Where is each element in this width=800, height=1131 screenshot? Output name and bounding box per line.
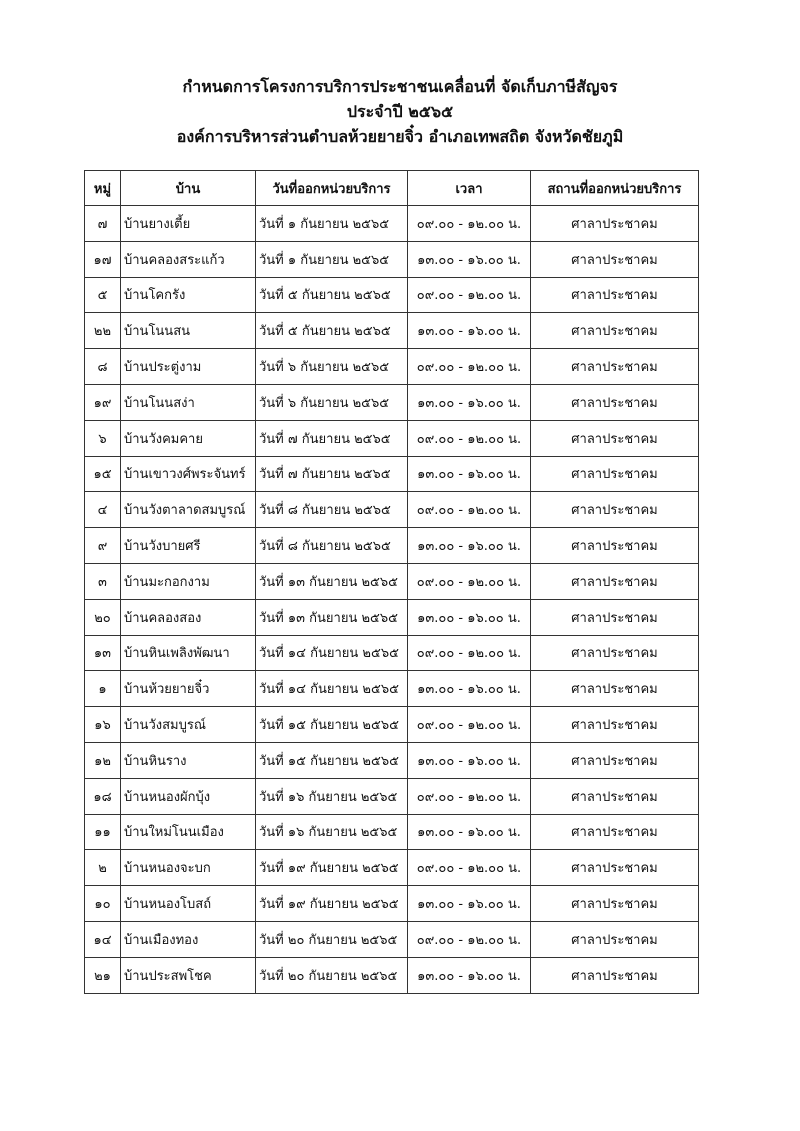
table-row bbox=[85, 456, 699, 492]
village-cell: บ้านคลองสระแก้ว bbox=[121, 241, 256, 277]
place-cell: ศาลาประชาคม bbox=[531, 921, 699, 957]
moo-cell: ๑๘ bbox=[85, 778, 121, 814]
village-cell: บ้านโคกรัง bbox=[121, 277, 256, 313]
table-row bbox=[85, 742, 699, 778]
place-cell: ศาลาประชาคม bbox=[531, 599, 699, 635]
moo-cell: ๒๐ bbox=[85, 599, 121, 635]
schedule-body bbox=[85, 206, 699, 994]
table-row bbox=[85, 957, 699, 993]
header-village: บ้าน bbox=[121, 171, 256, 206]
table-header-row bbox=[85, 171, 699, 206]
moo-cell: ๕ bbox=[85, 277, 121, 313]
moo-cell: ๑๑ bbox=[85, 814, 121, 850]
date-cell: วันที่ ๕ กันยายน ๒๕๖๕ bbox=[256, 313, 408, 349]
village-cell: บ้านโนนสง่า bbox=[121, 384, 256, 420]
table-row bbox=[85, 886, 699, 922]
table-row bbox=[85, 814, 699, 850]
date-cell: วันที่ ๕ กันยายน ๒๕๖๕ bbox=[256, 277, 408, 313]
date-cell: วันที่ ๑๓ กันยายน ๒๕๖๕ bbox=[256, 599, 408, 635]
place-cell: ศาลาประชาคม bbox=[531, 635, 699, 671]
place-cell: ศาลาประชาคม bbox=[531, 241, 699, 277]
date-cell: วันที่ ๘ กันยายน ๒๕๖๕ bbox=[256, 492, 408, 528]
time-cell: ๐๙.๐๐ - ๑๒.๐๐ น. bbox=[408, 921, 531, 957]
place-cell: ศาลาประชาคม bbox=[531, 957, 699, 993]
place-cell: ศาลาประชาคม bbox=[531, 814, 699, 850]
place-cell: ศาลาประชาคม bbox=[531, 277, 699, 313]
place-cell: ศาลาประชาคม bbox=[531, 886, 699, 922]
moo-cell: ๙ bbox=[85, 528, 121, 564]
date-cell: วันที่ ๑๕ กันยายน ๒๕๖๕ bbox=[256, 742, 408, 778]
village-cell: บ้านเมืองทอง bbox=[121, 921, 256, 957]
table-row bbox=[85, 349, 699, 385]
village-cell: บ้านยางเตี้ย bbox=[121, 206, 256, 242]
time-cell: ๑๓.๐๐ - ๑๖.๐๐ น. bbox=[408, 957, 531, 993]
place-cell: ศาลาประชาคม bbox=[531, 349, 699, 385]
moo-cell: ๑๙ bbox=[85, 384, 121, 420]
village-cell: บ้านประตู่งาม bbox=[121, 349, 256, 385]
place-cell: ศาลาประชาคม bbox=[531, 528, 699, 564]
time-cell: ๑๓.๐๐ - ๑๖.๐๐ น. bbox=[408, 528, 531, 564]
table-row bbox=[85, 528, 699, 564]
village-cell: บ้านหนองผักบุ้ง bbox=[121, 778, 256, 814]
table-row bbox=[85, 850, 699, 886]
place-cell: ศาลาประชาคม bbox=[531, 456, 699, 492]
village-cell: บ้านหนองโบสถ์ bbox=[121, 886, 256, 922]
place-cell: ศาลาประชาคม bbox=[531, 850, 699, 886]
time-cell: ๐๙.๐๐ - ๑๒.๐๐ น. bbox=[408, 492, 531, 528]
date-cell: วันที่ ๑๖ กันยายน ๒๕๖๕ bbox=[256, 814, 408, 850]
place-cell: ศาลาประชาคม bbox=[531, 384, 699, 420]
date-cell: วันที่ ๒๐ กันยายน ๒๕๖๕ bbox=[256, 957, 408, 993]
time-cell: ๑๓.๐๐ - ๑๖.๐๐ น. bbox=[408, 456, 531, 492]
time-cell: ๐๙.๐๐ - ๑๒.๐๐ น. bbox=[408, 349, 531, 385]
time-cell: ๑๓.๐๐ - ๑๖.๐๐ น. bbox=[408, 886, 531, 922]
moo-cell: ๑๕ bbox=[85, 456, 121, 492]
village-cell: บ้านวังคมคาย bbox=[121, 420, 256, 456]
place-cell: ศาลาประชาคม bbox=[531, 563, 699, 599]
village-cell: บ้านหินราง bbox=[121, 742, 256, 778]
date-cell: วันที่ ๑ กันยายน ๒๕๖๕ bbox=[256, 241, 408, 277]
place-cell: ศาลาประชาคม bbox=[531, 492, 699, 528]
place-cell: ศาลาประชาคม bbox=[531, 742, 699, 778]
place-cell: ศาลาประชาคม bbox=[531, 420, 699, 456]
moo-cell: ๖ bbox=[85, 420, 121, 456]
moo-cell: ๔ bbox=[85, 492, 121, 528]
table-row bbox=[85, 420, 699, 456]
table-row bbox=[85, 778, 699, 814]
header-place: สถานที่ออกหน่วยบริการ bbox=[531, 171, 699, 206]
village-cell: บ้านใหม่โนนเมือง bbox=[121, 814, 256, 850]
time-cell: ๑๓.๐๐ - ๑๖.๐๐ น. bbox=[408, 241, 531, 277]
village-cell: บ้านวังตาลาดสมบูรณ์ bbox=[121, 492, 256, 528]
date-cell: วันที่ ๑๔ กันยายน ๒๕๖๕ bbox=[256, 635, 408, 671]
date-cell: วันที่ ๑๙ กันยายน ๒๕๖๕ bbox=[256, 850, 408, 886]
date-cell: วันที่ ๗ กันยายน ๒๕๖๕ bbox=[256, 456, 408, 492]
header-date: วันที่ออกหน่วยบริการ bbox=[256, 171, 408, 206]
time-cell: ๑๓.๐๐ - ๑๖.๐๐ น. bbox=[408, 742, 531, 778]
village-cell: บ้านโนนสน bbox=[121, 313, 256, 349]
moo-cell: ๑๓ bbox=[85, 635, 121, 671]
date-cell: วันที่ ๒๐ กันยายน ๒๕๖๕ bbox=[256, 921, 408, 957]
time-cell: ๐๙.๐๐ - ๑๒.๐๐ น. bbox=[408, 277, 531, 313]
village-cell: บ้านประสพโชค bbox=[121, 957, 256, 993]
table-row bbox=[85, 921, 699, 957]
table-row bbox=[85, 241, 699, 277]
schedule-table bbox=[84, 170, 699, 994]
header-time: เวลา bbox=[408, 171, 531, 206]
organization-line: องค์การบริหารส่วนตำบลห้วยยายจิ๋ว อำเภอเทพสถิต จังหวัดชัยภูมิ bbox=[176, 127, 624, 146]
moo-cell: ๑๐ bbox=[85, 886, 121, 922]
time-cell: ๑๓.๐๐ - ๑๖.๐๐ น. bbox=[408, 313, 531, 349]
moo-cell: ๗ bbox=[85, 206, 121, 242]
date-cell: วันที่ ๖ กันยายน ๒๕๖๕ bbox=[256, 349, 408, 385]
date-cell: วันที่ ๑๙ กันยายน ๒๕๖๕ bbox=[256, 886, 408, 922]
table-row bbox=[85, 384, 699, 420]
time-cell: ๐๙.๐๐ - ๑๒.๐๐ น. bbox=[408, 420, 531, 456]
date-cell: วันที่ ๘ กันยายน ๒๕๖๕ bbox=[256, 528, 408, 564]
header-moo: หมู่ bbox=[85, 171, 121, 206]
date-cell: วันที่ ๑๔ กันยายน ๒๕๖๕ bbox=[256, 671, 408, 707]
time-cell: ๐๙.๐๐ - ๑๒.๐๐ น. bbox=[408, 707, 531, 743]
document-header bbox=[0, 74, 800, 149]
date-cell: วันที่ ๑ กันยายน ๒๕๖๕ bbox=[256, 206, 408, 242]
fiscal-year: ประจำปี ๒๕๖๕ bbox=[346, 102, 454, 121]
table-row bbox=[85, 492, 699, 528]
place-cell: ศาลาประชาคม bbox=[531, 206, 699, 242]
moo-cell: ๑ bbox=[85, 671, 121, 707]
table-row bbox=[85, 277, 699, 313]
time-cell: ๐๙.๐๐ - ๑๒.๐๐ น. bbox=[408, 778, 531, 814]
moo-cell: ๑๗ bbox=[85, 241, 121, 277]
time-cell: ๑๓.๐๐ - ๑๖.๐๐ น. bbox=[408, 671, 531, 707]
time-cell: ๐๙.๐๐ - ๑๒.๐๐ น. bbox=[408, 635, 531, 671]
table-row bbox=[85, 563, 699, 599]
moo-cell: ๓ bbox=[85, 563, 121, 599]
village-cell: บ้านหนองจะบก bbox=[121, 850, 256, 886]
table-row bbox=[85, 635, 699, 671]
table-row bbox=[85, 671, 699, 707]
moo-cell: ๒ bbox=[85, 850, 121, 886]
place-cell: ศาลาประชาคม bbox=[531, 707, 699, 743]
village-cell: บ้านเขาวงศ์พระจันทร์ bbox=[121, 456, 256, 492]
time-cell: ๑๓.๐๐ - ๑๖.๐๐ น. bbox=[408, 814, 531, 850]
table-row bbox=[85, 313, 699, 349]
time-cell: ๑๓.๐๐ - ๑๖.๐๐ น. bbox=[408, 384, 531, 420]
date-cell: วันที่ ๖ กันยายน ๒๕๖๕ bbox=[256, 384, 408, 420]
document-title: กำหนดการโครงการบริการประชาชนเคลื่อนที่ จัดเก็บภาษีสัญจร bbox=[182, 77, 618, 96]
table-row bbox=[85, 206, 699, 242]
moo-cell: ๑๒ bbox=[85, 742, 121, 778]
place-cell: ศาลาประชาคม bbox=[531, 778, 699, 814]
village-cell: บ้านมะกอกงาม bbox=[121, 563, 256, 599]
village-cell: บ้านคลองสอง bbox=[121, 599, 256, 635]
date-cell: วันที่ ๗ กันยายน ๒๕๖๕ bbox=[256, 420, 408, 456]
date-cell: วันที่ ๑๖ กันยายน ๒๕๖๕ bbox=[256, 778, 408, 814]
moo-cell: ๒๑ bbox=[85, 957, 121, 993]
time-cell: ๑๓.๐๐ - ๑๖.๐๐ น. bbox=[408, 599, 531, 635]
village-cell: บ้านวังสมบูรณ์ bbox=[121, 707, 256, 743]
time-cell: ๐๙.๐๐ - ๑๒.๐๐ น. bbox=[408, 563, 531, 599]
moo-cell: ๑๔ bbox=[85, 921, 121, 957]
table-row bbox=[85, 707, 699, 743]
village-cell: บ้านห้วยยายจิ๋ว bbox=[121, 671, 256, 707]
village-cell: บ้านหินเพลิงพัฒนา bbox=[121, 635, 256, 671]
date-cell: วันที่ ๑๕ กันยายน ๒๕๖๕ bbox=[256, 707, 408, 743]
table-row bbox=[85, 599, 699, 635]
date-cell: วันที่ ๑๓ กันยายน ๒๕๖๕ bbox=[256, 563, 408, 599]
place-cell: ศาลาประชาคม bbox=[531, 671, 699, 707]
place-cell: ศาลาประชาคม bbox=[531, 313, 699, 349]
moo-cell: ๒๒ bbox=[85, 313, 121, 349]
time-cell: ๐๙.๐๐ - ๑๒.๐๐ น. bbox=[408, 850, 531, 886]
time-cell: ๐๙.๐๐ - ๑๒.๐๐ น. bbox=[408, 206, 531, 242]
moo-cell: ๘ bbox=[85, 349, 121, 385]
moo-cell: ๑๖ bbox=[85, 707, 121, 743]
village-cell: บ้านวังบายศรี bbox=[121, 528, 256, 564]
